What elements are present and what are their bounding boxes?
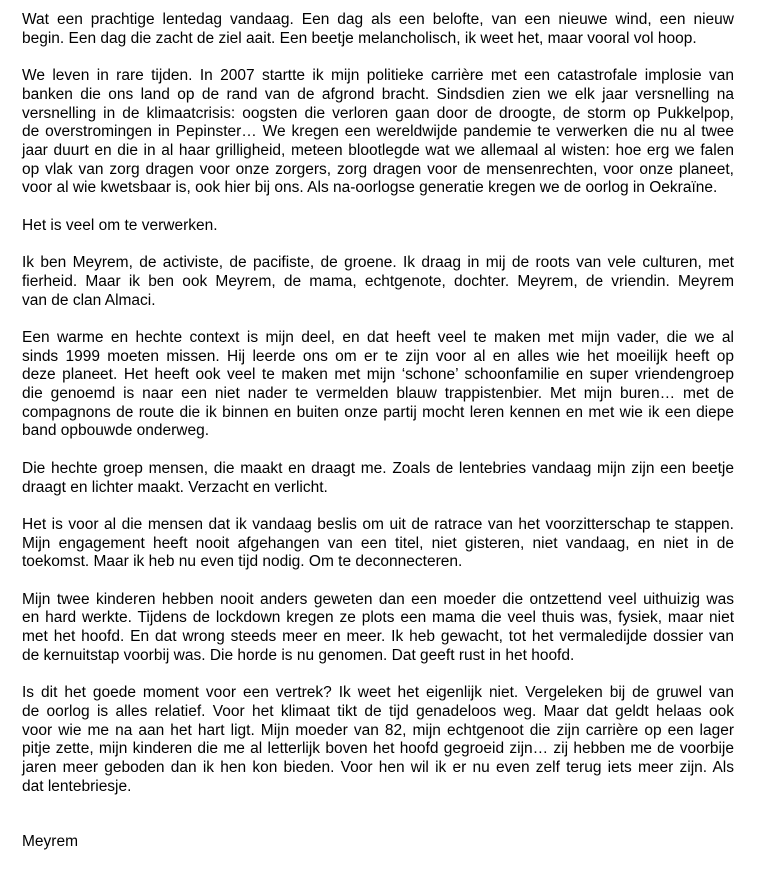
text-line: dat lentebriesje.: [22, 777, 132, 795]
text-line: banken die ons land op de rand van de afgrond bracht. Sindsdien zien we elk jaar versnelling na: [22, 85, 734, 103]
paragraph: [22, 684, 734, 796]
paragraph: [22, 67, 734, 198]
text-line: met het hoofd. En dat wrong steeds meer en meer. Ik heb gewacht, tot het vermaledijde dossier van: [22, 628, 734, 646]
signature: Meyrem: [22, 833, 78, 850]
text-line: Wat een prachtige lentedag vandaag. Een dag als een belofte, van een nieuwe wind, een nieuw: [22, 11, 734, 28]
text-line: Die hechte groep mensen, die maakt en draagt me. Zoals de lentebries vandaag mijn zijn een beetje: [22, 459, 734, 477]
text-line: de oorlog is alles relatief. Voor het klimaat tikt de tijd genadeloos weg. Maar dat geldt helaas ook: [22, 702, 734, 720]
text-line: voor wie me na aan het hart ligt. Mijn moeder van 82, mijn echtgenoot die zijn carrière op een lager: [22, 721, 734, 739]
text-line: deze planeet. Het heeft ook veel te maken met mijn ‘schone’ schoonfamilie en super vriendengroep: [22, 366, 734, 384]
text-line: We leven in rare tijden. In 2007 startte ik mijn politieke carrière met een catastrofale implosie van: [22, 67, 734, 85]
text-line: Ik ben Meyrem, de activiste, de pacifiste, de groene. Ik draag in mij de roots van vele culturen, met: [22, 254, 734, 272]
text-line: versnelling in de klimaatcrisis: oogsten die verloren gaan door de droogte, de storm op Pukkelpop,: [22, 104, 734, 122]
text-line: pitje zette, mijn kinderen die me al letterlijk boven het hoofd gegroeid zijn… zij hebben me de voorbije: [22, 740, 734, 758]
text-line: Mijn twee kinderen hebben nooit anders geweten dan een moeder die ontzettend veel uithuizig was: [22, 590, 734, 608]
text-line: Is dit het goede moment voor een vertrek? Ik weet het eigenlijk niet. Vergeleken bij de gruwel van: [22, 684, 734, 702]
text-line: en hard werkte. Tijdens de lockdown kregen ze plots een mama die veel thuis was, fysiek, maar niet: [22, 609, 734, 627]
text-line: Het is veel om te verwerken.: [22, 216, 218, 234]
text-line: compagnons de route die ik binnen en buiten onze partij mocht leren kennen en met wie ik een diepe: [22, 403, 734, 421]
text-line: toekomst. Maar ik heb nu even tijd nodig. Om te deconnecteren.: [22, 553, 463, 571]
paragraph: [22, 460, 734, 497]
text-line: sinds 1999 moeten missen. Hij leerde ons om er te zijn voor al en alles wie het moeilijk heeft op: [22, 347, 734, 365]
text-line: fierheid. Maar ik ben ook Meyrem, de mama, echtgenote, dochter. Meyrem, de vriendin. Meyrem: [22, 272, 734, 290]
text-line: de kernuitstap voorbij was. Die horde is nu genomen. Dat geeft rust in het hoofd.: [22, 646, 575, 664]
text-line: jaren meer geboden dan ik hen kon bieden. Voor hen wil ik er nu even zelf terug iets meer zijn. Als: [22, 759, 734, 776]
paragraph: [22, 516, 734, 572]
text-line: die genoemd is naar een niet nader te vermelden blauw trappistenbier. Met mijn buren… met de: [22, 385, 734, 402]
text-line: jaar duurt en die in al haar grilligheid, meteen blootlegde wat we allemaal al wisten: hoe erg we falen: [22, 141, 734, 159]
paragraph: [22, 591, 734, 666]
text-line: Een warme en hechte context is mijn deel, en dat heeft veel te maken met mijn vader, die we al: [22, 328, 734, 346]
text-line: op vlak van zorg dragen voor onze zorgers, zorg dragen voor de mensenrechten, voor onze planeet,: [22, 160, 734, 178]
letter-body: [22, 11, 734, 815]
paragraph: [22, 11, 734, 48]
text-line: begin. Een dag die zacht de ziel aait. Een beetje melancholisch, ik weet het, maar vooral vol hoop.: [22, 29, 697, 47]
text-line: draagt en lichter maakt. Verzacht en verlicht.: [22, 478, 328, 496]
paragraph: [22, 329, 734, 441]
text-line: Het is voor al die mensen dat ik vandaag beslis om uit de ratrace van het voorzitterschap te stappen.: [22, 515, 734, 533]
text-line: voor al wie kwetsbaar is, ook hier bij ons. Als na-oorlogse generatie kregen we de oorlog in Oekraïne.: [22, 179, 718, 197]
text-line: Mijn engagement heeft nooit afgehangen van een titel, niet gisteren, niet vandaag, en niet in de: [22, 534, 734, 552]
paragraph: [22, 217, 734, 236]
text-line: band opbouwde onderweg.: [22, 422, 210, 440]
paragraph: [22, 254, 734, 310]
text-line: van de clan Almaci.: [22, 291, 156, 309]
text-line: de overstromingen in Pepinster… We kregen een wereldwijde pandemie te verwerken die nu al twee: [22, 123, 734, 141]
